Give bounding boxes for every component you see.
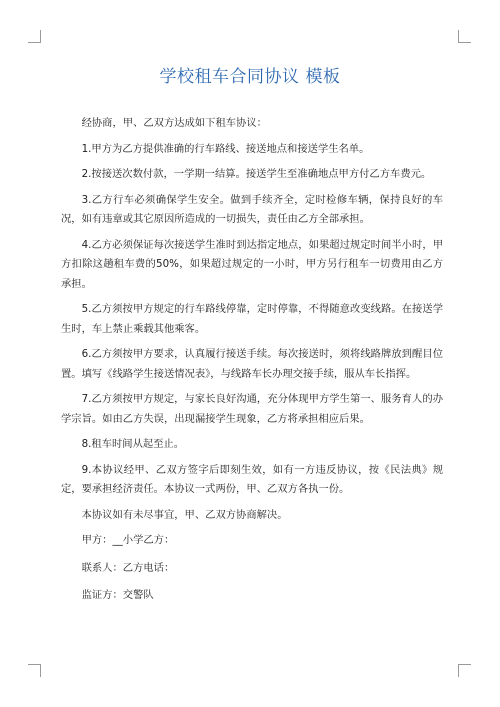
clause-6: 6.乙方须按甲方要求，认真履行接送手续。每次接送时，须将线路牌放到醒目位置。填写《线路学生接送情况表》，与线路车长办理交接手续，服从车长指挥。 <box>61 348 443 380</box>
clause-1: 1.甲方为乙方提供准确的行车路线、接送地点和接送学生名单。 <box>81 142 370 155</box>
clause-4: 4.乙方必须保证每次接送学生准时到达指定地点，如果超过规定时间半小时，甲方扣除这趟租车费的50%，如果超过规定的一小时，甲方另行租车一切费用由乙方承担。 <box>61 238 443 290</box>
document-title: 学校租车合同协议 模板 <box>159 67 341 87</box>
document-body <box>61 114 443 614</box>
intro-paragraph: 经协商，甲、乙双方达成如下租车协议： <box>81 117 267 129</box>
crop-mark-top-left <box>28 30 41 43</box>
crop-mark-top-right <box>458 30 471 43</box>
clause-9: 9.本协议经甲、乙双方签字后即刻生效，如有一方违反协议，按《民法典》规定，要承担经济责任。本协议一式两份，甲、乙双方各执一份。 <box>61 463 443 495</box>
clause-3: 3.乙方行车必须确保学生安全。做到手续齐全，定时检修车辆，保持良好的车况，如有违章或其它原因所造成的一切损失，责任由乙方全部承担。 <box>61 193 443 225</box>
crop-mark-bottom-left <box>28 664 41 677</box>
clause-7: 7.乙方须按甲方规定，与家长良好沟通，充分体现甲方学生第一、服务育人的办学宗旨。如由乙方失误，出现漏接学生现象，乙方将承担相应后果。 <box>61 393 443 425</box>
clause-8: 8.租车时间从起至止。 <box>81 438 185 450</box>
closing-paragraph: 本协议如有未尽事宜，甲、乙双方协商解决。 <box>81 508 288 521</box>
clause-5: 5.乙方须按甲方规定的行车路线停靠，定时停靠，不得随意改变线路。在接送学生时，车上禁止乘载其他乘客。 <box>61 303 443 335</box>
clause-2: 2.按接送次数付款，一学期一结算。接送学生至准确地点甲方付乙方车费元。 <box>81 168 432 180</box>
crop-mark-bottom-right <box>458 664 471 677</box>
signature-witness: 监证方：交警队 <box>81 589 154 601</box>
signature-contact: 联系人：乙方电话： <box>81 561 175 574</box>
signature-party-a: 甲方：__小学乙方： <box>81 534 175 546</box>
